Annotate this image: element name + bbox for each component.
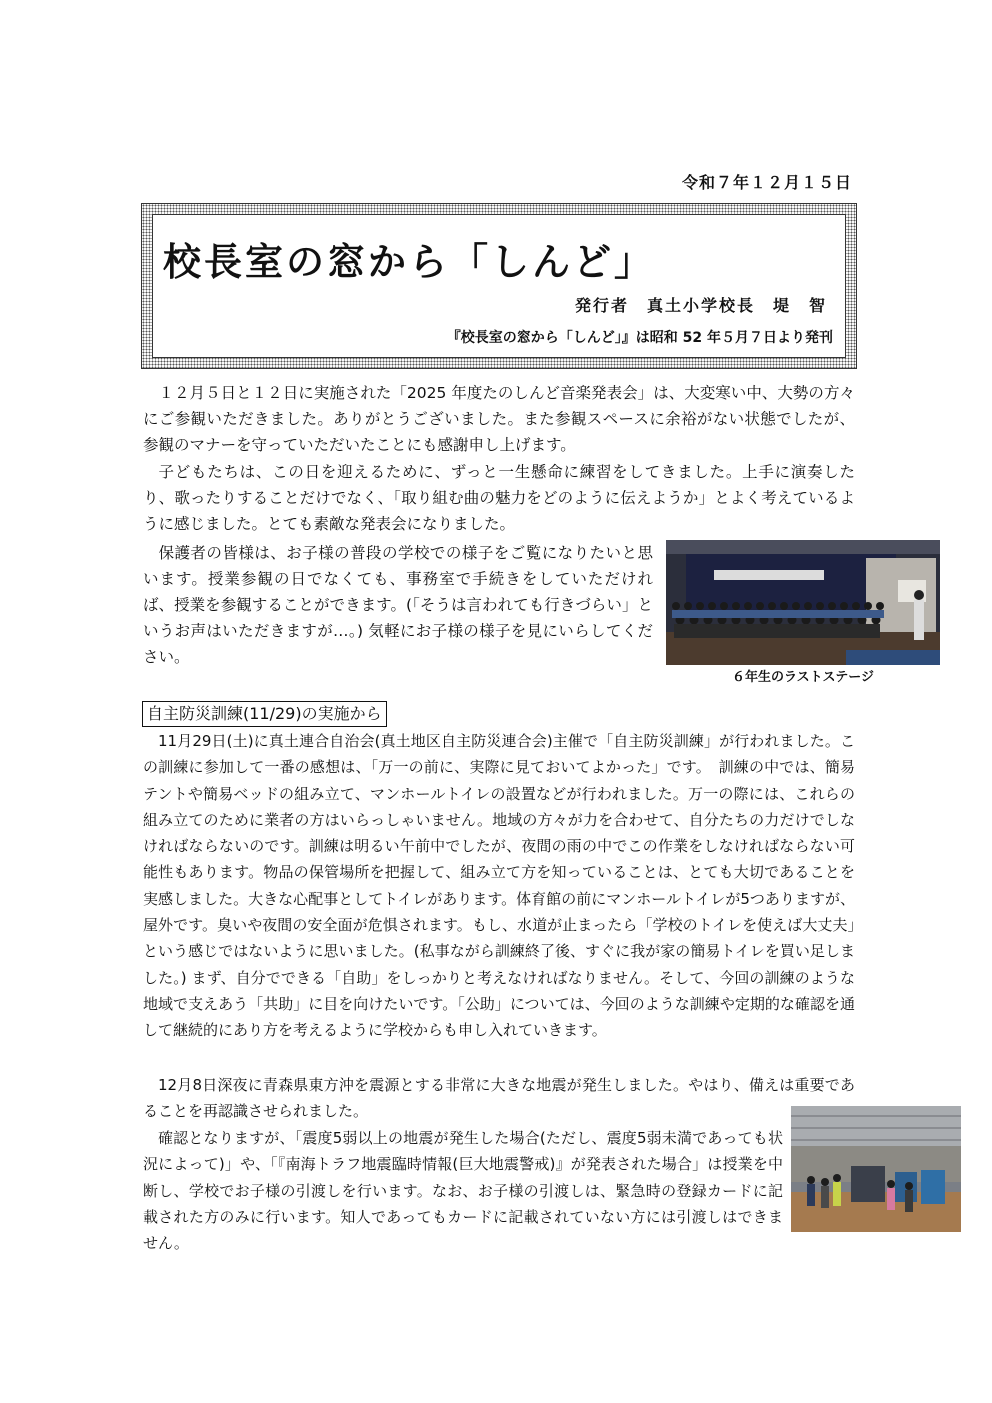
issue-date: 令和７年１２月１５日 (681, 173, 852, 192)
publication-since: 『校長室の窓から「しんど」』は昭和 52 年５月７日より発刊 (446, 330, 833, 346)
concert-stage-photo (666, 540, 940, 665)
drill-paragraph-1: 11月29日(土)に真土連合自治会(真土地区自主防災連合会)主催で「自主防災訓練」が行われました。この訓練に参加して一番の感想は、「万一の前に、実際に見ておいてよかった」です。 訓練の中では、簡易テントや簡易ベッドの組み立て、マンホールトイレの設置などが行われました。万一の際には、これらの組み立てのために業者の方はいらっしゃいません。地域の方々が力を合わせて、自分たちの力だけでしなければならないのです。訓練は明るい午前中でしたが、夜間の雨の中でこの作業をしなければならない可能性もあります。物品の保管場所を把握して、組み立て方を知っていることは、とても大切であることを実感しました。大きな心配事としてトイレがあります。体育館の前にマンホールトイレが5つありますが、屋外です。臭いや夜間の安全面が危惧されます。もし、水道が止まったら「学校のトイレを使えば大丈夫」という感じではないように思いました。(私事ながら訓練終了後、すぐに我が家の簡易トイレを買い足しました。) まず、自分でできる「自助」をしっかりと考えなければなりません。そして、今回の訓練のような地域で支えあう「共助」に目を向けたいです。「公助」については、今回のような訓練や定期的な確認を通して継続的にあり方を考えるように学校からも申し入れていきます。 (143, 732, 855, 1040)
drill-section-heading: 自主防災訓練(11/29)の実施から (142, 701, 387, 727)
masthead-frame (141, 203, 857, 369)
drill-gym-illustration (791, 1106, 961, 1232)
concert-stage-illustration (666, 540, 940, 665)
intro-paragraph-1: １２月５日と１２日に実施された「2025 年度たのしんど音楽発表会」は、大変寒い中、大勢の方々にご参観いただきました。ありがとうございました。また参観スペースに余裕がない状態でしたが、参観のマナーを守っていただいたことにも感謝申し上げます。 (143, 384, 855, 454)
intro-paragraph-2: 子どもたちは、この日を迎えるために、ずっと一生懸命に練習をしてきました。上手に演奏したり、歌ったりすることだけでなく、「取り組む曲の魅力をどのように伝えようか」とよく考えているように感じました。とても素敵な発表会になりました。 (143, 463, 855, 533)
drill-paragraph-2: 12月8日深夜に青森県東方沖を震源とする非常に大きな地震が発生しました。やはり、備えは重要であることを再認識させられました。 (143, 1076, 855, 1121)
publisher-line: 発行者 真土小学校長 堤 智 (574, 296, 827, 315)
concert-photo-caption: ６年生のラストステージ (732, 670, 874, 685)
masthead-inner (152, 214, 846, 358)
intro-paragraph-3: 保護者の皆様は、お子様の普段の学校での様子をご覧になりたいと思います。授業参観の日でなくても、事務室で手続きをしていただければ、授業を参観することができます。(「そうは言われても行きづらい」というお声はいただきますが…。) 気軽にお子様の様子を見にいらしてください。 (143, 544, 653, 666)
drill-gym-photo (791, 1106, 961, 1232)
newsletter-title: 校長室の窓から「しんど」 (163, 240, 656, 284)
drill-paragraph-3: 確認となりますが、「震度5弱以上の地震が発生した場合(ただし、震度5弱未満であっても状況によって)」や、「『南海トラフ地震臨時情報(巨大地震警戒)』が発表された場合」は授業を中断し、学校でお子様の引渡しを行います。なお、お子様の引渡しは、緊急時の登録カードに記載された方のみに行います。知人であってもカードに記載されていない方には引渡しはできません。 (143, 1129, 783, 1253)
